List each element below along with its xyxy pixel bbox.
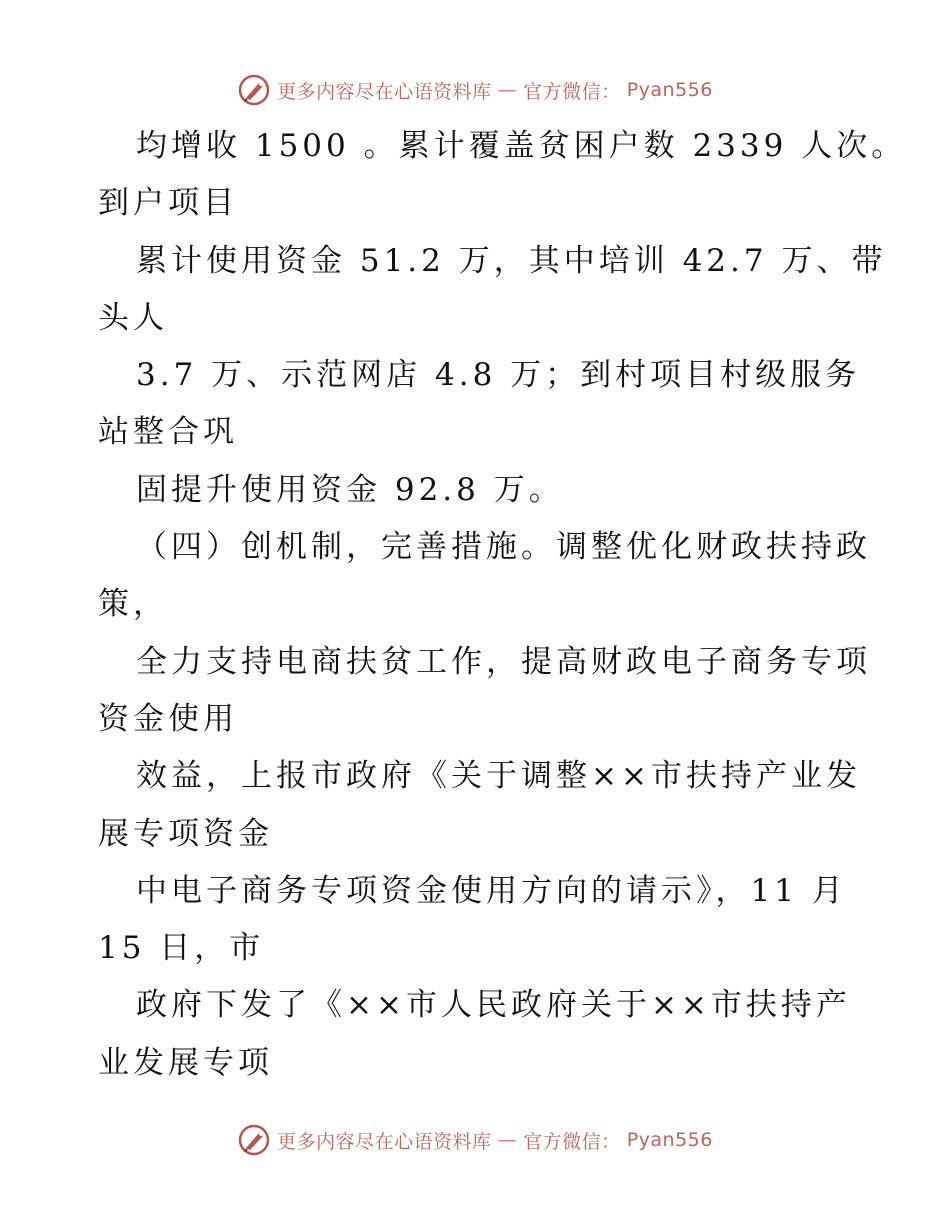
watermark-separator: — bbox=[497, 1129, 518, 1151]
text-line: 头人 bbox=[98, 299, 168, 336]
text-line: 展专项资金 bbox=[98, 815, 273, 852]
text-line: 业发展专项 bbox=[98, 1044, 273, 1081]
text-line: 均增收 1500 。累计覆盖贫困户数 2339 人次。 bbox=[136, 128, 907, 164]
watermark-account: Pyan556 bbox=[626, 1129, 713, 1151]
text-line: 站整合巩 bbox=[98, 414, 238, 451]
header-watermark bbox=[0, 72, 950, 108]
text-line: 资金使用 bbox=[98, 700, 238, 737]
pen-logo-icon bbox=[237, 73, 271, 107]
text-line: 3.7 万、示范网店 4.8 万；到村项目村级服务 bbox=[136, 357, 861, 394]
text-line: 政府下发了《××市人民政府关于××市扶持产 bbox=[136, 987, 851, 1024]
watermark-label: 官方微信： bbox=[523, 1130, 621, 1153]
text-line: 固提升使用资金 92.8 万。 bbox=[136, 471, 564, 508]
watermark-label: 官方微信： bbox=[523, 80, 621, 103]
text-line: 中电子商务专项资金使用方向的请示》，11 月 bbox=[136, 872, 847, 909]
text-line: 策， bbox=[98, 586, 168, 623]
text-line: 全力支持电商扶贫工作，提高财政电子商务专项 bbox=[136, 643, 871, 680]
document-body bbox=[98, 118, 907, 1092]
text-line: 效益，上报市政府《关于调整××市扶持产业发 bbox=[136, 758, 861, 795]
text-line: （四）创机制，完善措施。调整优化财政扶持政 bbox=[136, 529, 871, 566]
watermark-main-text: 更多内容尽在心语资料库 bbox=[277, 80, 492, 103]
text-line: 累计使用资金 51.2 万，其中培训 42.7 万、带 bbox=[136, 242, 887, 279]
watermark-account: Pyan556 bbox=[626, 79, 713, 101]
watermark-main-text: 更多内容尽在心语资料库 bbox=[277, 1130, 492, 1153]
text-line: 到户项目 bbox=[98, 185, 238, 222]
watermark-separator: — bbox=[497, 79, 518, 101]
footer-watermark bbox=[0, 1122, 950, 1158]
pen-logo-icon bbox=[237, 1123, 271, 1157]
text-line: 15 日，市 bbox=[98, 930, 265, 967]
